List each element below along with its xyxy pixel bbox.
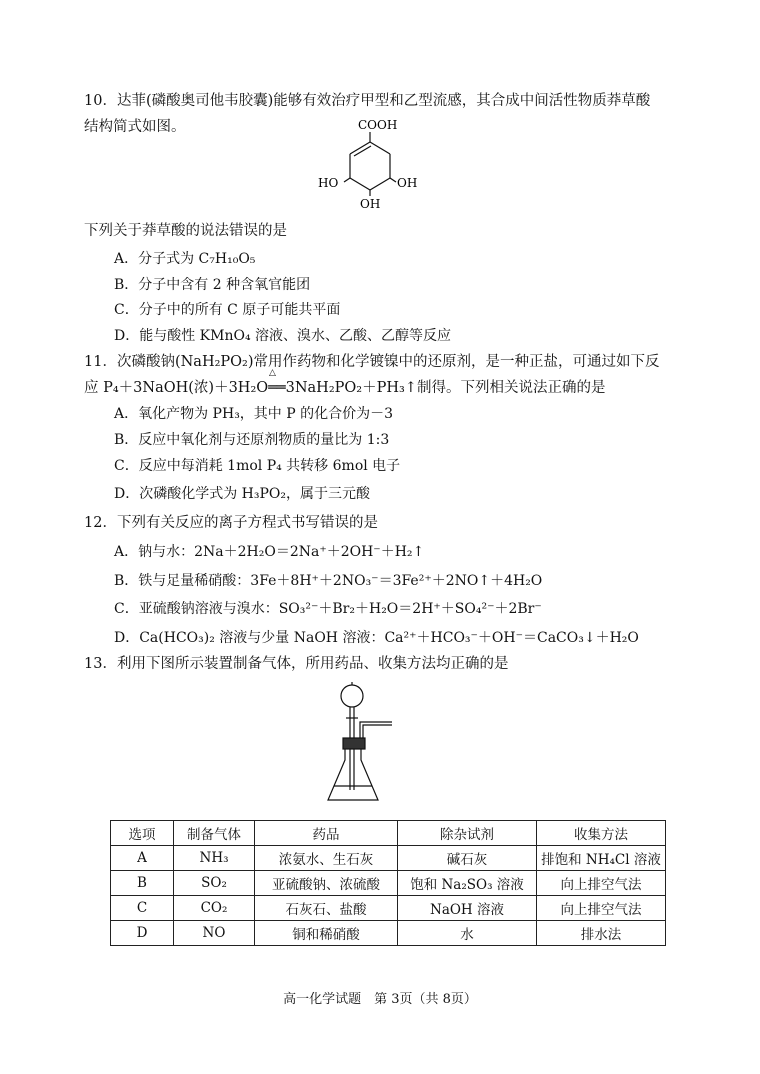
table-cell: 水 (398, 921, 537, 946)
table-cell: 排水法 (537, 921, 666, 946)
q11-option-b: B．反应中氧化剂与还原剂物质的量比为 1:3 (114, 432, 390, 448)
shikimic-acid-structure (308, 116, 428, 212)
table-cell: A (111, 846, 174, 871)
table-cell: 亚硫酸钠、浓硫酸 (255, 871, 398, 896)
heat-symbol: △ (269, 368, 276, 378)
page-footer: 高一化学试题 第 3页（共 8页） (283, 992, 477, 1007)
table-cell: NO (174, 921, 255, 946)
table-row (111, 871, 666, 896)
table-cell: 石灰石、盐酸 (255, 896, 398, 921)
q12-line1: 12．下列有关反应的离子方程式书写错误的是 (84, 515, 378, 531)
table-cell: B (111, 871, 174, 896)
q10-option-c: C．分子中的所有 C 原子可能共平面 (114, 302, 341, 318)
q10-stem: 下列关于莽草酸的说法错误的是 (84, 223, 287, 239)
table-row (111, 921, 666, 946)
table-row (111, 896, 666, 921)
table-cell: 铜和稀硝酸 (255, 921, 398, 946)
q10-line2: 结构简式如图。 (84, 119, 186, 135)
q11-line1: 11．次磷酸钠(NaH₂PO₂)常用作药物和化学镀镍中的还原剂，是一种正盐，可通过如下反 (84, 354, 660, 370)
table-cell: NaOH 溶液 (398, 896, 537, 921)
table-cell: CO₂ (174, 896, 255, 921)
table-cell: 向上排空气法 (537, 871, 666, 896)
options-table (110, 820, 666, 946)
q13-line1: 13．利用下图所示装置制备气体，所用药品、收集方法均正确的是 (84, 656, 509, 672)
table-cell: SO₂ (174, 871, 255, 896)
q10-option-a: A．分子式为 C₇H₁₀O₅ (114, 251, 256, 267)
mol-ho-left-label: HO (318, 176, 339, 190)
table-cell: NH₃ (174, 846, 255, 871)
q12-option-a: A．钠与水：2Na＋2H₂O＝2Na⁺＋2OH⁻＋H₂↑ (114, 544, 425, 560)
table-cell: 饱和 Na₂SO₃ 溶液 (398, 871, 537, 896)
gas-generation-apparatus (326, 682, 394, 807)
mol-oh-right-label: OH (397, 176, 418, 190)
q12-option-d: D．Ca(HCO₃)₂ 溶液与少量 NaOH 溶液：Ca²⁺＋HCO₃⁻＋OH⁻＝CaCO₃↓＋H₂O (114, 630, 639, 646)
mol-oh-bottom-label: OH (360, 197, 381, 211)
q10-line1: 10．达菲(磷酸奥司他韦胶囊)能够有效治疗甲型和乙型流感，其合成中间活性物质莽草酸 (84, 93, 651, 109)
q10-option-d: D．能与酸性 KMnO₄ 溶液、溴水、乙酸、乙醇等反应 (114, 328, 452, 344)
q11-line2: 应 P₄＋3NaOH(浓)＋3H₂O══3NaH₂PO₂＋PH₃↑制得。下列相关说法正确的是 (84, 380, 606, 396)
table-cell: 浓氨水、生石灰 (255, 846, 398, 871)
table-cell: D (111, 921, 174, 946)
table-cell: C (111, 896, 174, 921)
table-header-cell: 药品 (255, 821, 398, 846)
table-row (111, 846, 666, 871)
q11-option-d: D．次磷酸化学式为 H₃PO₂，属于三元酸 (114, 486, 371, 502)
table-header-cell: 选项 (111, 821, 174, 846)
table-header-cell: 除杂试剂 (398, 821, 537, 846)
q10-option-b: B．分子中含有 2 种含氧官能团 (114, 277, 311, 293)
table-header-cell: 制备气体 (174, 821, 255, 846)
table-header-row (111, 821, 666, 846)
q12-option-c: C．亚硫酸钠溶液与溴水：SO₃²⁻＋Br₂＋H₂O＝2H⁺＋SO₄²⁻＋2Br⁻ (114, 601, 542, 617)
table-cell: 排饱和 NH₄Cl 溶液 (537, 846, 666, 871)
table-header-cell: 收集方法 (537, 821, 666, 846)
table-cell: 向上排空气法 (537, 896, 666, 921)
q11-option-a: A．氧化产物为 PH₃，其中 P 的化合价为－3 (114, 406, 394, 422)
q11-option-c: C．反应中每消耗 1mol P₄ 共转移 6mol 电子 (114, 458, 401, 474)
table-cell: 碱石灰 (398, 846, 537, 871)
mol-cooh-label: COOH (358, 118, 398, 132)
q12-option-b: B．铁与足量稀硝酸：3Fe＋8H⁺＋2NO₃⁻＝3Fe²⁺＋2NO↑＋4H₂O (114, 573, 543, 589)
